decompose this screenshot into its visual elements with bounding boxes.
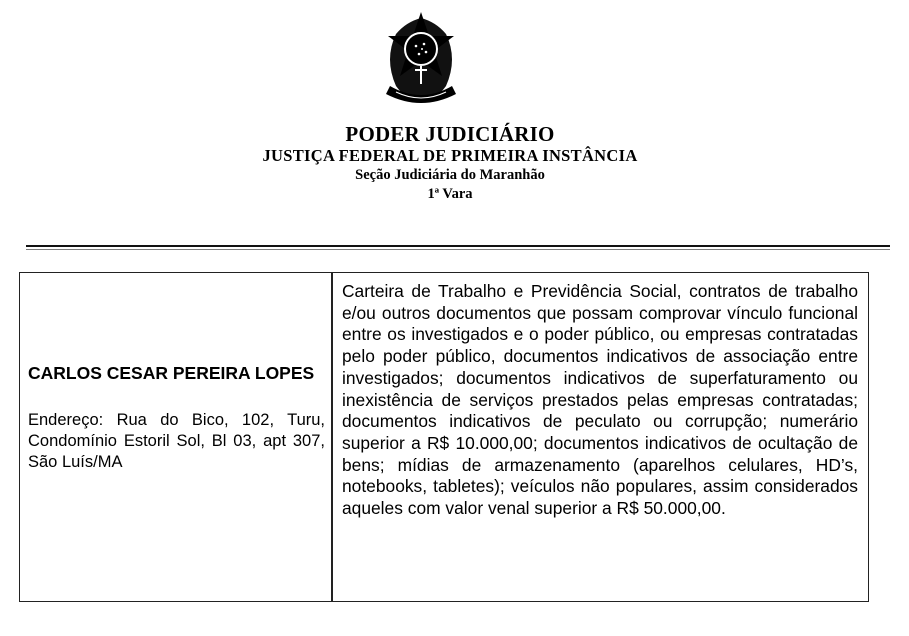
header-line-vara: 1ª Vara	[427, 186, 473, 202]
header-divider-secondary	[26, 249, 890, 250]
items-cell: Carteira de Trabalho e Previdência Social, contratos de trabalho e/ou outros documentos que possam comprovar vínculo funcional entre os investigados e o poder público, ou empresas contratadas pelo poder público, documentos indicativos de associação entre investigados; documentos indicativos de superfaturamento ou inexistência de serviços prestados pelas empresas contratadas; documentos indicativos de peculato ou corrupção; numerário superior a R$ 10.000,00; documentos indicativos de ocultação de bens; mídias de armazenamento (aparelhos celulares, HD’s, notebooks, tabletes); veículos não populares, assim considerados aqueles com valor venal superior a R$ 50.000,00.	[342, 281, 858, 519]
seizure-table	[19, 272, 869, 602]
header-divider	[26, 245, 890, 247]
header-line-secao-judiciaria: Seção Judiciária do Maranhão	[355, 167, 545, 183]
column-divider	[331, 273, 333, 601]
document-header	[200, 122, 700, 204]
brazil-coat-of-arms-icon	[376, 4, 466, 112]
person-address: Endereço: Rua do Bico, 102, Turu, Condomínio Estoril Sol, Bl 03, apt 307, São Luís/MA	[28, 411, 325, 471]
header-line-poder-judiciario: PODER JUDICIÁRIO	[345, 122, 555, 146]
header-line-justica-federal: JUSTIÇA FEDERAL DE PRIMEIRA INSTÂNCIA	[262, 146, 638, 165]
person-cell	[28, 363, 325, 473]
person-name: CARLOS CESAR PEREIRA LOPES	[28, 363, 315, 383]
